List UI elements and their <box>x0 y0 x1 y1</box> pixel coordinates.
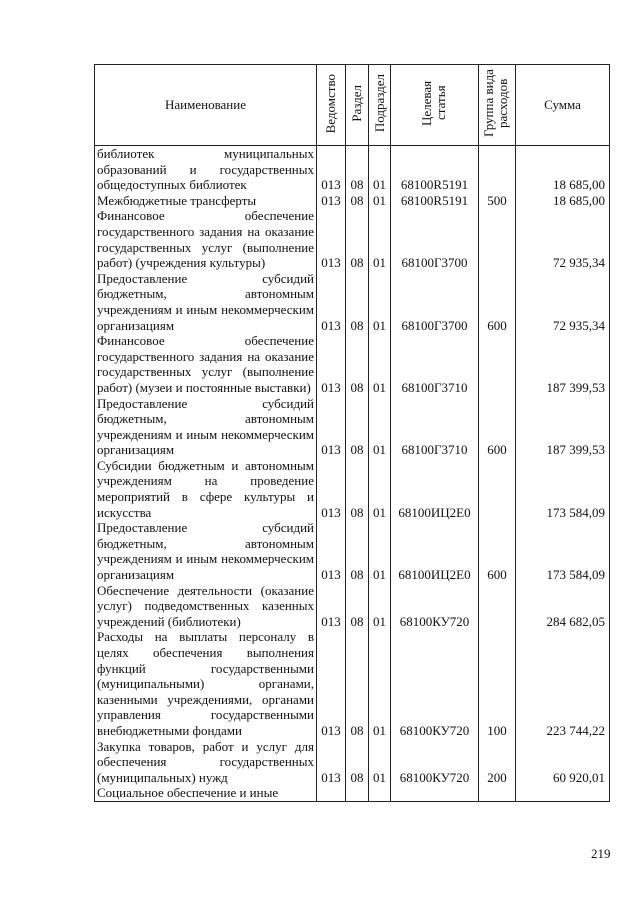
cell-ved: 013 <box>317 520 346 582</box>
header-razdel: Раздел <box>346 65 369 146</box>
cell-name: Предоставление субсидий бюджетным, автономным учреждениям и иным некоммерческим организациям <box>95 396 317 458</box>
cell-group <box>479 785 516 801</box>
table-row <box>95 208 610 270</box>
cell-group: 100 <box>479 629 516 738</box>
cell-target: 68100Г3710 <box>391 396 479 458</box>
cell-razdel: 08 <box>346 739 369 786</box>
cell-podrazdel: 01 <box>369 193 391 209</box>
cell-ved: 013 <box>317 739 346 786</box>
table-row <box>95 396 610 458</box>
cell-sum: 18 685,00 <box>516 146 610 193</box>
table-row <box>95 458 610 520</box>
cell-podrazdel: 01 <box>369 458 391 520</box>
cell-name: Закупка товаров, работ и услуг для обеспечения государственных (муниципальных) нужд <box>95 739 317 786</box>
cell-podrazdel: 01 <box>369 271 391 333</box>
budget-table <box>94 64 610 802</box>
cell-ved: 013 <box>317 458 346 520</box>
cell-sum: 173 584,09 <box>516 458 610 520</box>
header-name: Наименование <box>95 65 317 146</box>
cell-target: 68100ИЦ2Е0 <box>391 458 479 520</box>
cell-sum: 173 584,09 <box>516 520 610 582</box>
cell-ved: 013 <box>317 396 346 458</box>
cell-ved: 013 <box>317 583 346 630</box>
header-target: Целевая статья <box>391 65 479 146</box>
cell-group: 200 <box>479 739 516 786</box>
cell-sum: 284 682,05 <box>516 583 610 630</box>
cell-ved <box>317 785 346 801</box>
cell-target: 68100R5191 <box>391 146 479 193</box>
cell-group <box>479 208 516 270</box>
table-row <box>95 193 610 209</box>
cell-podrazdel <box>369 785 391 801</box>
cell-target: 68100Г3710 <box>391 333 479 395</box>
cell-target: 68100Г3700 <box>391 271 479 333</box>
cell-razdel: 08 <box>346 458 369 520</box>
cell-razdel: 08 <box>346 629 369 738</box>
cell-name: Межбюджетные трансферты <box>95 193 317 209</box>
cell-sum: 187 399,53 <box>516 396 610 458</box>
cell-razdel: 08 <box>346 208 369 270</box>
cell-ved: 013 <box>317 629 346 738</box>
cell-razdel: 08 <box>346 271 369 333</box>
cell-name: Финансовое обеспечение государственного задания на оказание государственных услуг (выполнение работ) (учреждения культуры) <box>95 208 317 270</box>
cell-podrazdel: 01 <box>369 520 391 582</box>
table-row <box>95 146 610 193</box>
cell-target: 68100Г3700 <box>391 208 479 270</box>
cell-razdel: 08 <box>346 146 369 193</box>
cell-name: Социальное обеспечение и иные <box>95 785 317 801</box>
table-header-row <box>95 65 610 146</box>
cell-target: 68100КУ720 <box>391 629 479 738</box>
cell-group <box>479 333 516 395</box>
cell-target: 68100ИЦ2Е0 <box>391 520 479 582</box>
cell-group: 600 <box>479 520 516 582</box>
cell-razdel <box>346 785 369 801</box>
cell-podrazdel: 01 <box>369 629 391 738</box>
cell-ved: 013 <box>317 146 346 193</box>
cell-group <box>479 146 516 193</box>
cell-target: 68100R5191 <box>391 193 479 209</box>
cell-name: Финансовое обеспечение государственного задания на оказание государственных услуг (выполнение работ) (музеи и постоянные выставки) <box>95 333 317 395</box>
header-group: Группа вида расходов <box>479 65 516 146</box>
cell-group: 600 <box>479 271 516 333</box>
cell-target <box>391 785 479 801</box>
cell-podrazdel: 01 <box>369 739 391 786</box>
table-row <box>95 333 610 395</box>
cell-group <box>479 458 516 520</box>
cell-sum: 223 744,22 <box>516 629 610 738</box>
cell-podrazdel: 01 <box>369 146 391 193</box>
cell-target: 68100КУ720 <box>391 583 479 630</box>
cell-sum <box>516 785 610 801</box>
cell-ved: 013 <box>317 333 346 395</box>
cell-podrazdel: 01 <box>369 583 391 630</box>
table-row <box>95 739 610 786</box>
cell-sum: 187 399,53 <box>516 333 610 395</box>
table-row <box>95 629 610 738</box>
cell-razdel: 08 <box>346 193 369 209</box>
cell-podrazdel: 01 <box>369 333 391 395</box>
cell-name: Предоставление субсидий бюджетным, автономным учреждениям и иным некоммерческим организациям <box>95 520 317 582</box>
cell-name: библиотек муниципальных образований и государственных общедоступных библиотек <box>95 146 317 193</box>
table-row <box>95 271 610 333</box>
cell-razdel: 08 <box>346 333 369 395</box>
page-number: 219 <box>591 846 611 861</box>
cell-sum: 72 935,34 <box>516 208 610 270</box>
cell-podrazdel: 01 <box>369 208 391 270</box>
header-vedomstvo: Ведомство <box>317 65 346 146</box>
header-sum: Сумма <box>516 65 610 146</box>
cell-razdel: 08 <box>346 520 369 582</box>
cell-name: Расходы на выплаты персоналу в целях обеспечения выполнения функций государственными (муниципальными) органами, казенными учреждениями, органами управления государственными внебюджетными фондами <box>95 629 317 738</box>
cell-razdel: 08 <box>346 583 369 630</box>
cell-ved: 013 <box>317 208 346 270</box>
cell-ved: 013 <box>317 193 346 209</box>
cell-target: 68100КУ720 <box>391 739 479 786</box>
cell-sum: 60 920,01 <box>516 739 610 786</box>
cell-group: 600 <box>479 396 516 458</box>
cell-name: Субсидии бюджетным и автономным учреждениям на проведение мероприятий в сфере культуры и искусства <box>95 458 317 520</box>
cell-name: Предоставление субсидий бюджетным, автономным учреждениям и иным некоммерческим организациям <box>95 271 317 333</box>
cell-sum: 72 935,34 <box>516 271 610 333</box>
cell-group <box>479 583 516 630</box>
cell-razdel: 08 <box>346 396 369 458</box>
cell-name: Обеспечение деятельности (оказание услуг) подведомственных казенных учреждений (библиотеки) <box>95 583 317 630</box>
cell-podrazdel: 01 <box>369 396 391 458</box>
cell-group: 500 <box>479 193 516 209</box>
table-row <box>95 583 610 630</box>
table-row <box>95 520 610 582</box>
header-podrazdel: Подраздел <box>369 65 391 146</box>
cell-sum: 18 685,00 <box>516 193 610 209</box>
cell-ved: 013 <box>317 271 346 333</box>
table-row <box>95 785 610 801</box>
